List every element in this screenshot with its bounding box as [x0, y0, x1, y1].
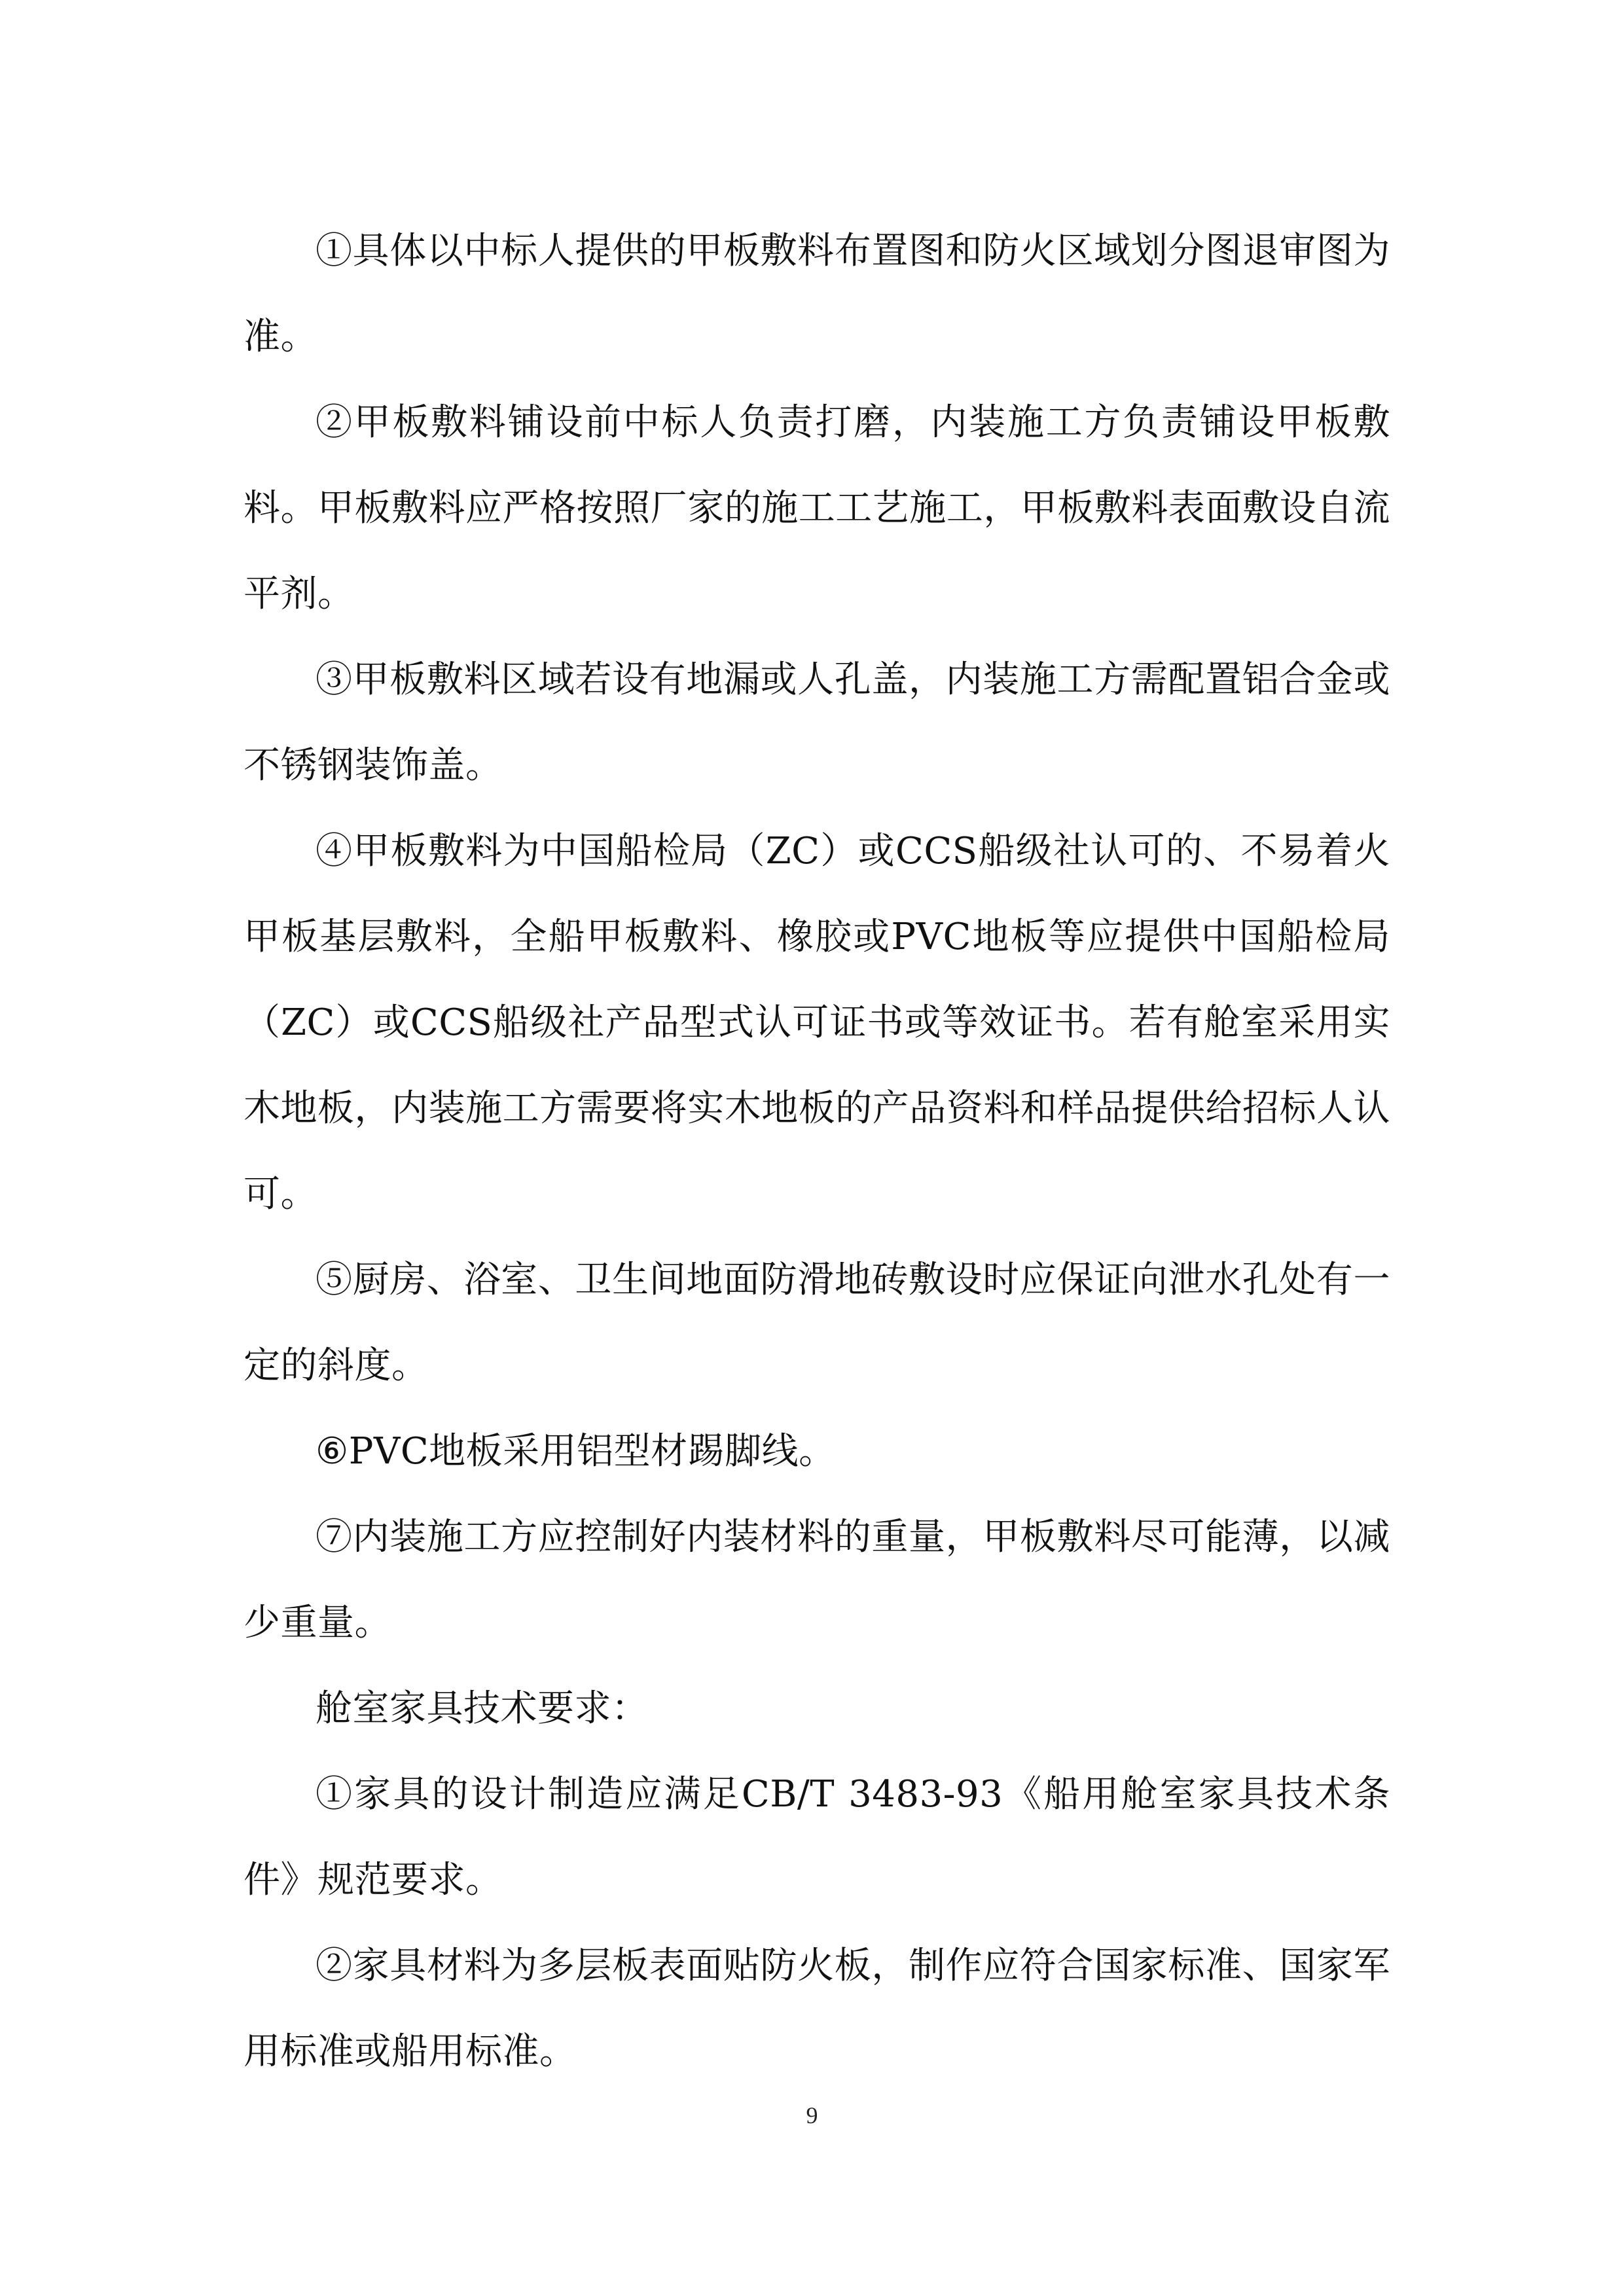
paragraph-deck-covering-drawing: ①具体以中标人提供的甲板敷料布置图和防火区域划分图退审图为准。	[244, 230, 1390, 358]
section-heading-cabin-furniture: 舱室家具技术要求：	[316, 1687, 649, 1730]
paragraph-anti-slip-tiles: ⑤厨房、浴室、卫生间地面防滑地砖敷设时应保证向泄水孔处有一定的斜度。	[244, 1259, 1390, 1387]
paragraph-furniture-material: ②家具材料为多层板表面贴防火板，制作应符合国家标准、国家军用标准或船用标准。	[244, 1945, 1390, 2073]
document-body	[244, 208, 1390, 2094]
paragraph-weight-control: ⑦内装施工方应控制好内装材料的重量，甲板敷料尽可能薄，以减少重量。	[244, 1516, 1390, 1644]
paragraph-drain-manhole-cover: ③甲板敷料区域若设有地漏或人孔盖，内装施工方需配置铝合金或不锈钢装饰盖。	[244, 658, 1390, 787]
paragraph-furniture-standard: ①家具的设计制造应满足CB/T 3483-93《船用舱室家具技术条件》规范要求。	[244, 1773, 1390, 1901]
paragraph-deck-covering-certification: ④甲板敷料为中国船检局（ZC）或CCS船级社认可的、不易着火甲板基层敷料，全船甲板敷料、橡胶或PVC地板等应提供中国船检局（ZC）或CCS船级社产品型式认可证书或等效证书。若有舱室采用实木地板，内装施工方需要将实木地板的产品资料和样品提供给招标人认可。	[244, 830, 1390, 1215]
page-number: 9	[806, 2102, 818, 2128]
paragraph-pvc-skirting: ⑥PVC地板采用铝型材踢脚线。	[316, 1430, 836, 1473]
paragraph-deck-covering-laying: ②甲板敷料铺设前中标人负责打磨，内装施工方负责铺设甲板敷料。甲板敷料应严格按照厂家的施工工艺施工，甲板敷料表面敷设自流平剂。	[244, 401, 1390, 615]
